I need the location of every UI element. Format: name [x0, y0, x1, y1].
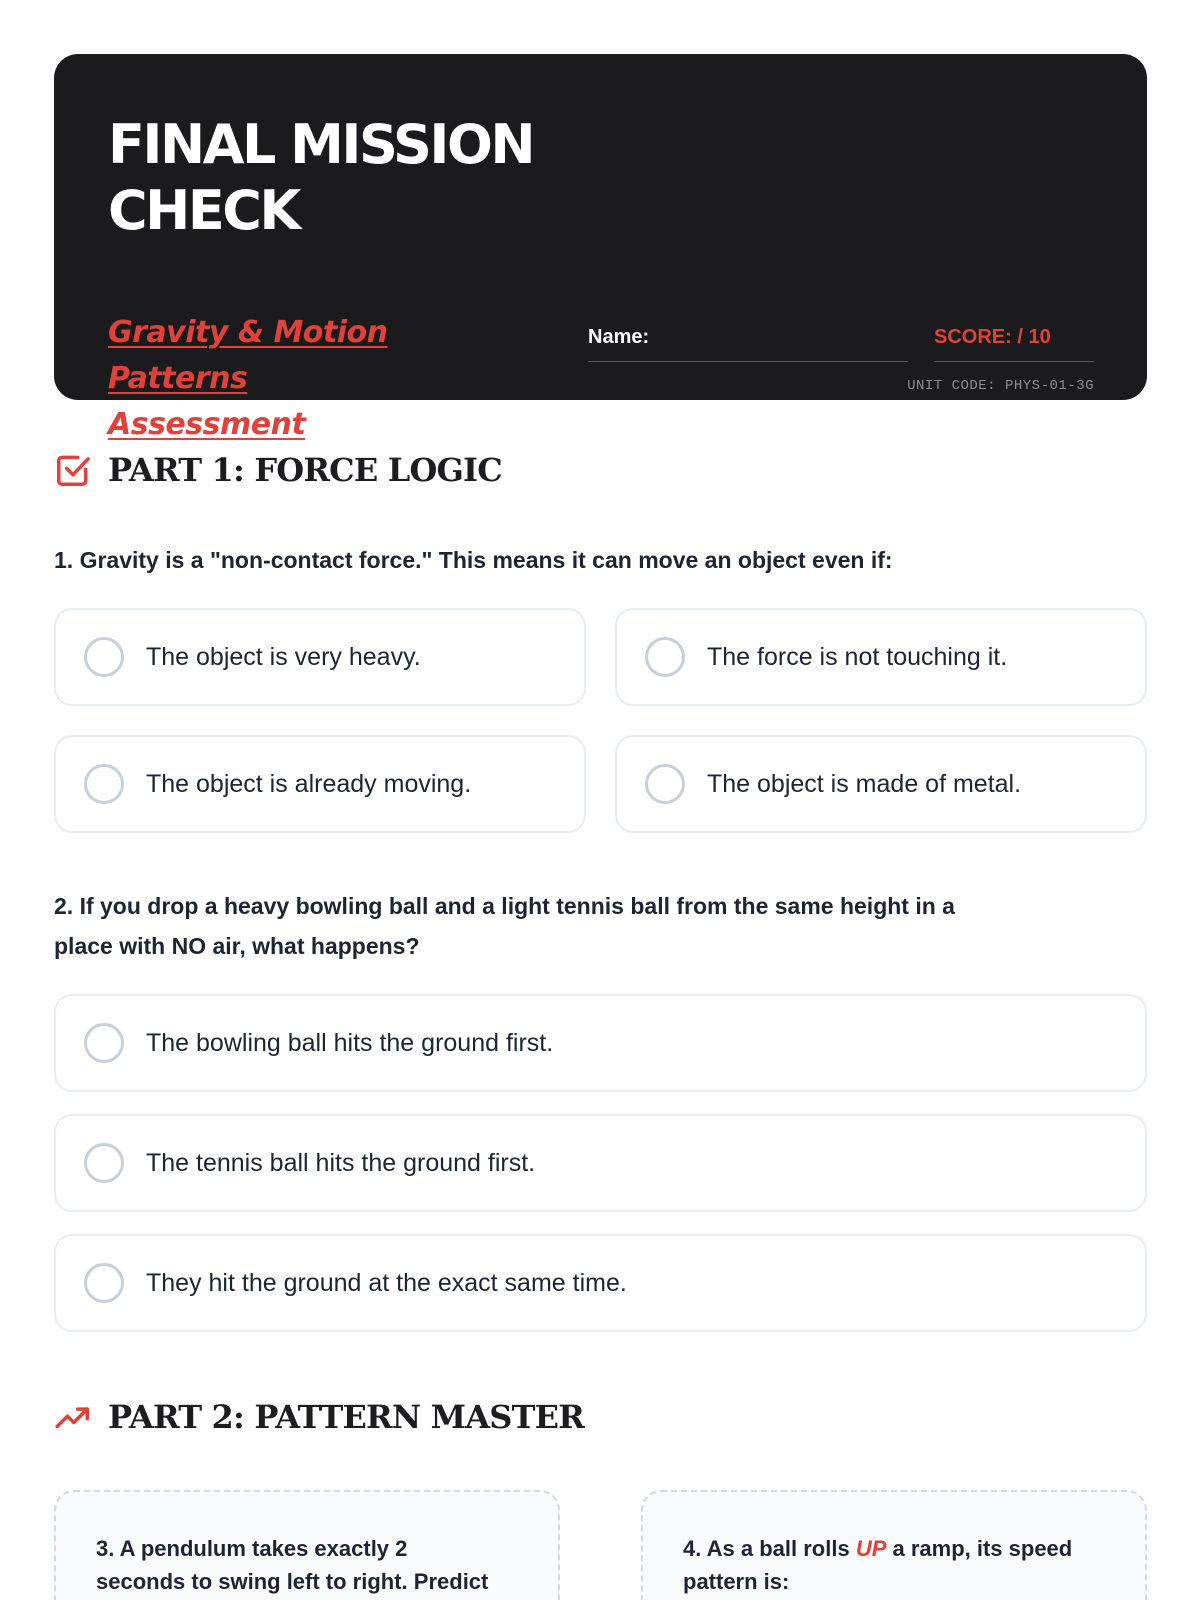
q1-option-c[interactable]: [54, 735, 586, 833]
q2-option-a[interactable]: [54, 994, 1147, 1092]
section-header-part1: [54, 448, 502, 492]
question-2-line-2: place with NO air, what happens?: [54, 933, 420, 959]
option-label: The object is made of metal.: [707, 769, 1022, 798]
header-card: [54, 54, 1147, 442]
question-4-line-1: [683, 1532, 1105, 1565]
page-subtitle: [108, 310, 528, 448]
question-4: [683, 1532, 1105, 1598]
option-label: The force is not touching it.: [707, 642, 1008, 671]
option-label: The object is very heavy.: [146, 642, 421, 671]
question-1: 1. Gravity is a "non-contact force." This means it can move an object even if:: [54, 547, 893, 573]
title-line-1: FINAL MISSION: [108, 113, 534, 176]
q1-option-d[interactable]: [615, 735, 1147, 833]
q1-option-b[interactable]: [615, 608, 1147, 706]
question-4-line-2: pattern is:: [683, 1569, 790, 1594]
radio-button[interactable]: [645, 764, 685, 804]
section-title-part2: PART 2: PATTERN MASTER: [108, 1398, 584, 1436]
q1-option-a[interactable]: [54, 608, 586, 706]
question-4-prefix: 4. As a ball rolls: [683, 1536, 856, 1561]
question-3-line-2: seconds to swing left to right. Predict: [96, 1569, 489, 1594]
q2-option-c[interactable]: [54, 1234, 1147, 1332]
question-4-suffix: a ramp, its speed: [886, 1536, 1073, 1561]
question-4-emphasis: UP: [855, 1536, 887, 1561]
score-label: SCORE: / 10: [934, 326, 1051, 348]
score-field[interactable]: [934, 316, 1094, 362]
question-3-line-1: 3. A pendulum takes exactly 2: [96, 1536, 408, 1561]
radio-button[interactable]: [84, 637, 124, 677]
radio-button[interactable]: [84, 764, 124, 804]
subtitle-line-1: Gravity & Motion Patterns: [108, 315, 388, 396]
option-label: The bowling ball hits the ground first.: [146, 1028, 554, 1057]
option-label: They hit the ground at the exact same time.: [146, 1268, 627, 1297]
radio-button[interactable]: [645, 637, 685, 677]
title-line-2: CHECK: [108, 179, 299, 242]
section-header-part2: [54, 1395, 584, 1439]
option-label: The object is already moving.: [146, 769, 472, 798]
section-title-part1: PART 1: FORCE LOGIC: [108, 451, 502, 489]
radio-button[interactable]: [84, 1143, 124, 1183]
unit-code: UNIT CODE: PHYS-01-3G: [907, 378, 1094, 394]
radio-button[interactable]: [84, 1023, 124, 1063]
name-label: Name:: [588, 326, 650, 348]
subtitle-line-2: Assessment: [108, 407, 306, 442]
question-3: [96, 1532, 518, 1598]
name-field[interactable]: [588, 316, 908, 362]
page-title: [108, 112, 533, 244]
radio-button[interactable]: [84, 1263, 124, 1303]
q2-option-b[interactable]: [54, 1114, 1147, 1212]
question-2-line-1: 2. If you drop a heavy bowling ball and a light tennis ball from the same height in a: [54, 893, 955, 919]
question-2: [54, 886, 1147, 966]
question-4-card: [641, 1490, 1147, 1600]
option-label: The tennis ball hits the ground first.: [146, 1148, 536, 1177]
question-3-card: [54, 1490, 560, 1600]
trending-up-icon: [54, 1398, 92, 1436]
checkbox-checked-icon: [54, 451, 92, 489]
